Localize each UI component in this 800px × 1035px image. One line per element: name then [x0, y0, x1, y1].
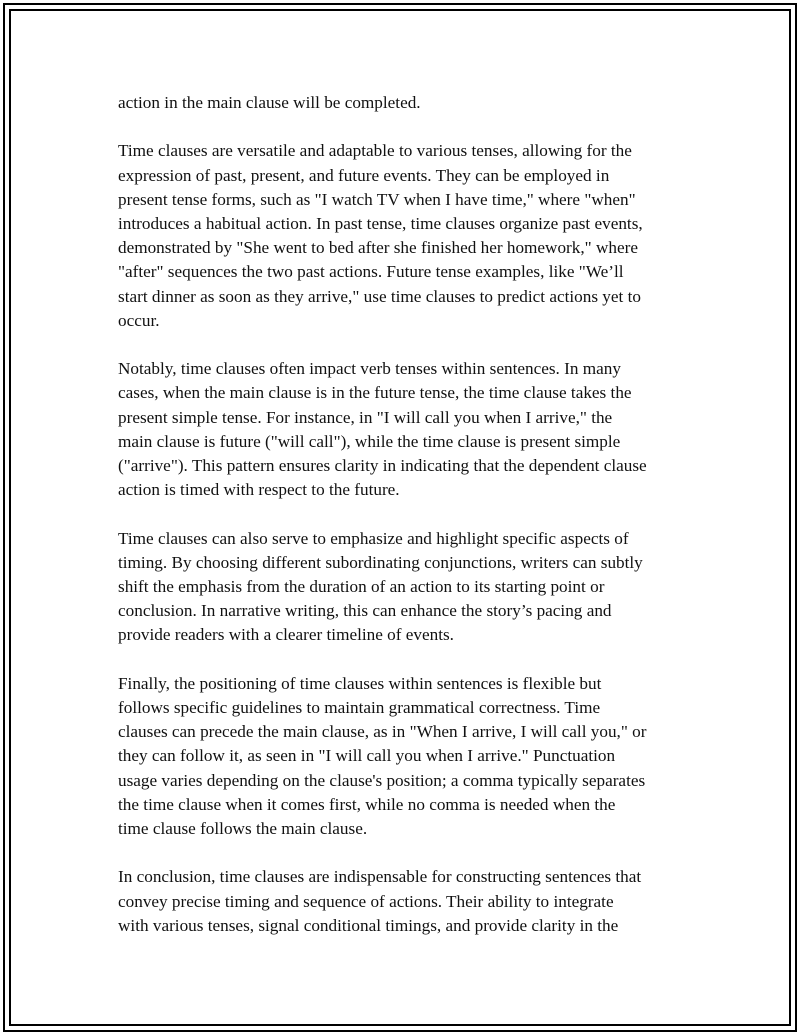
paragraph-verb-tenses: Notably, time clauses often impact verb tenses within sentences. In many cases, when the main clause is in the future tense, the time clause takes the present simple tense. For instance, in "I will call you when I arrive," the main clause is future ("will call"), while the time clause is present simple ("arrive"). This pattern ensures clarity in indicating that the dependent clause action is timed with respect to the future.	[118, 359, 647, 500]
paragraph-conclusion: In conclusion, time clauses are indispensable for constructing sentences that convey precise timing and sequence of actions. Their ability to integrate with various tenses, signal conditional timings, and provide clarity in the	[118, 867, 642, 935]
paragraph-continuation: action in the main clause will be completed.	[118, 93, 421, 112]
document-body	[118, 91, 690, 938]
paragraph-emphasis: Time clauses can also serve to emphasize and highlight specific aspects of timing. By choosing different subordinating conjunctions, writers can subtly shift the emphasis from the duration of an action to its starting point or conclusion. In narrative writing, this can enhance the story’s pacing and provide readers with a clearer timeline of events.	[118, 528, 643, 645]
paragraph-positioning: Finally, the positioning of time clauses within sentences is flexible but follows specific guidelines to maintain grammatical correctness. Time clauses can precede the main clause, as in "When I arrive, I will call you," or they can follow it, as seen in "I will call you when I arrive." Punctuation usage varies depending on the clause's position; a comma typically separates the time clause when it comes first, while no comma is needed when the time clause follows the main clause.	[118, 673, 647, 839]
paragraph-tenses: Time clauses are versatile and adaptable to various tenses, allowing for the expression of past, present, and future events. They can be employed in present tense forms, such as "I watch TV when I have time," where "when" introduces a habitual action. In past tense, time clauses organize past events, demonstrated by "She went to bed after she finished her homework," where "after" sequences the two past actions. Future tense examples, like "We’ll start dinner as soon as they arrive," use time clauses to predict actions yet to occur.	[118, 141, 643, 330]
